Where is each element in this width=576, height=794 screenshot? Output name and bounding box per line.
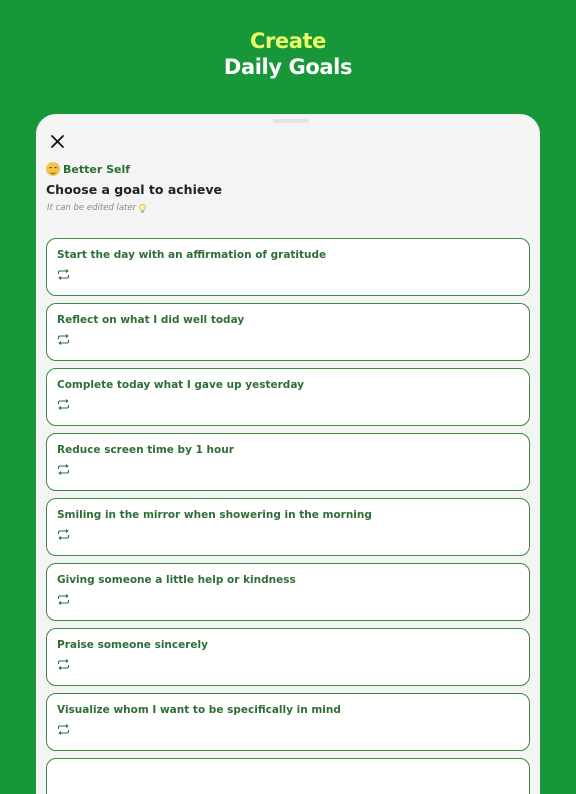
headline-line-1: Create	[249, 29, 327, 53]
goal-card[interactable]	[46, 563, 530, 621]
repeat-icon	[57, 464, 70, 475]
goal-card[interactable]	[46, 628, 530, 686]
hint-text: It can be edited later	[47, 203, 137, 213]
smiling-face-icon	[46, 162, 60, 176]
goal-text: Visualize whom I want to be specifically in mind	[57, 704, 341, 716]
light-bulb-icon	[139, 204, 146, 213]
category-label: Better Self	[63, 162, 131, 176]
promo-headline	[0, 28, 576, 80]
close-icon	[46, 130, 70, 154]
goal-card-partial[interactable]	[46, 758, 530, 794]
goal-card[interactable]	[46, 303, 530, 361]
goal-text: Reflect on what I did well today	[57, 314, 245, 326]
goal-card[interactable]	[46, 238, 530, 296]
goal-text: Start the day with an affirmation of gratitude	[57, 249, 327, 261]
goal-text: Complete today what I gave up yesterday	[57, 379, 304, 391]
goal-card[interactable]	[46, 433, 530, 491]
sheet-title: Choose a goal to achieve	[46, 182, 222, 197]
repeat-icon	[57, 269, 70, 280]
goal-text: Giving someone a little help or kindness	[57, 574, 296, 586]
goal-card[interactable]	[46, 368, 530, 426]
repeat-icon	[57, 529, 70, 540]
goal-list	[46, 238, 530, 794]
goal-text: Reduce screen time by 1 hour	[57, 444, 234, 456]
goal-text: Smiling in the mirror when showering in the morning	[57, 509, 372, 521]
close-button[interactable]	[46, 130, 70, 154]
repeat-icon	[57, 724, 70, 735]
headline-line-2: Daily Goals	[223, 55, 353, 79]
category-row	[46, 162, 130, 176]
goal-card[interactable]	[46, 693, 530, 751]
repeat-icon	[57, 594, 70, 605]
goal-picker-sheet	[36, 114, 540, 794]
repeat-icon	[57, 399, 70, 410]
repeat-icon	[57, 334, 70, 345]
sheet-grabber[interactable]	[273, 119, 309, 123]
goal-text: Praise someone sincerely	[57, 639, 208, 651]
goal-card[interactable]	[46, 498, 530, 556]
repeat-icon	[57, 659, 70, 670]
sheet-hint	[47, 203, 146, 213]
